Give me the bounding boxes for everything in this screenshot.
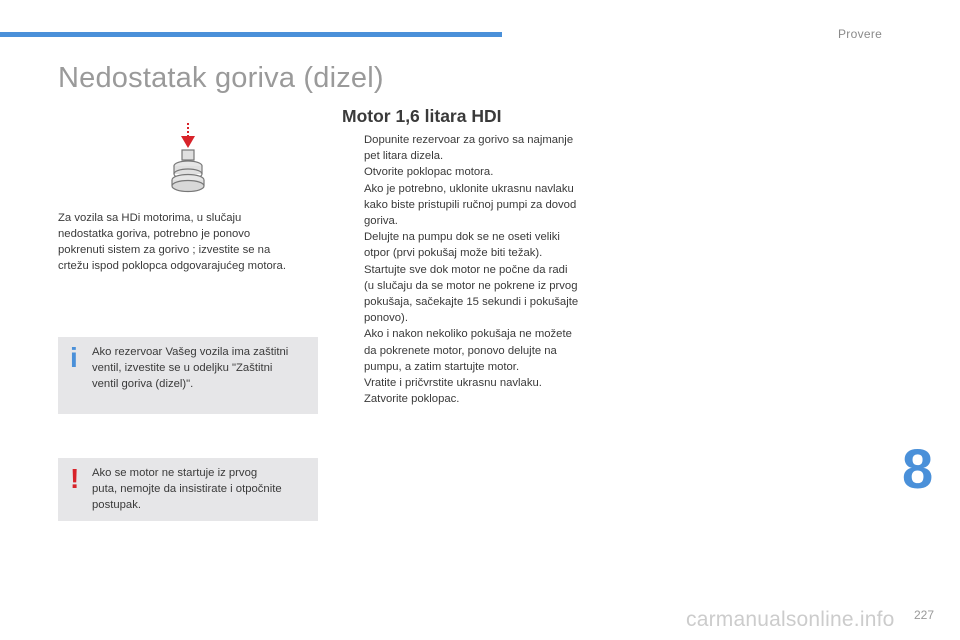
procedure-step-line: Ako je potrebno, uklonite ukrasnu navlaku: [364, 182, 574, 195]
procedure-step-line: pumpu, a zatim startujte motor.: [364, 360, 520, 373]
procedure-step-line: Startujte sve dok motor ne počne da radi: [364, 263, 568, 276]
intro-line: crtežu ispod poklopca odgovarajućeg motora.: [58, 260, 286, 272]
procedure-step-line: otpor (prvi pokušaj može biti težak).: [364, 247, 543, 260]
motor-heading: Motor 1,6 litara HDI: [342, 106, 502, 126]
warning-icon: !: [70, 463, 80, 494]
procedure-step-line: Vratite i pričvrstite ukrasnu navlaku.: [364, 377, 542, 390]
procedure-step: [342, 132, 604, 164]
procedure-step-line: Dopunite rezervoar za gorivo sa najmanje: [364, 134, 574, 146]
intro-line: pokrenuti sistem za gorivo ; izvestite se na: [58, 244, 271, 256]
info-note-text: [92, 344, 314, 392]
procedure-step-line: Zatvorite poklopac.: [364, 393, 460, 406]
section-label: Provere: [838, 27, 883, 41]
intro-line: Za vozila sa HDi motorima, u slučaju: [58, 212, 242, 224]
procedure-step: [342, 375, 604, 391]
intro-line: nedostatka goriva, potrebno je ponovo: [58, 228, 251, 240]
info-note: [58, 337, 318, 414]
watermark: carmanualsonline.info: [686, 608, 895, 631]
page-title: Nedostatak goriva (dizel): [58, 62, 384, 94]
info-note-line: ventil, izvestite se u odeljku "Zaštitni: [92, 362, 273, 374]
procedure-step-line: Ako i nakon nekoliko pokušaja ne možete: [364, 328, 572, 341]
procedure-step-line: pokušaja, sačekajte 15 sekundi i pokušajte: [364, 296, 579, 309]
intro-paragraph: [58, 210, 320, 274]
procedure-step: [342, 262, 604, 327]
procedure-step: [342, 164, 604, 180]
hand-pump-icon: [166, 120, 210, 194]
page-number: 227: [914, 608, 935, 622]
procedure-step-line: (u slučaju da se motor ne pokrene iz prvog: [364, 279, 578, 292]
procedure-step-line: kako biste pristupili ručnoj pumpi za dovod: [364, 198, 577, 211]
procedure-step-line: Delujte na pumpu dok se ne oseti veliki: [364, 231, 560, 244]
procedure-step: [342, 181, 604, 230]
warning-note-line: puta, nemojte da insistirate i otpočnite: [92, 483, 282, 495]
info-icon: i: [70, 342, 78, 373]
chapter-number: 8: [902, 437, 934, 500]
procedure-step: [342, 391, 604, 407]
info-note-line: ventil goriva (dizel)".: [92, 378, 194, 390]
procedure-steps: [342, 132, 604, 407]
procedure-step-line: goriva.: [364, 215, 398, 228]
procedure-step-line: da pokrenete motor, ponovo delujte na: [364, 344, 557, 357]
procedure-step-line: pet litara dizela.: [364, 150, 444, 163]
procedure-step: [342, 229, 604, 261]
warning-note-line: Ako se motor ne startuje iz prvog: [92, 467, 258, 479]
header-accent-bar: [0, 32, 502, 37]
warning-note-line: postupak.: [92, 499, 141, 511]
warning-note: [58, 458, 318, 521]
warning-note-text: [92, 465, 314, 513]
info-note-line: Ako rezervoar Vašeg vozila ima zaštitni: [92, 346, 289, 358]
procedure-step-line: Otvorite poklopac motora.: [364, 166, 494, 179]
procedure-step-line: ponovo).: [364, 312, 408, 325]
procedure-step: [342, 326, 604, 375]
